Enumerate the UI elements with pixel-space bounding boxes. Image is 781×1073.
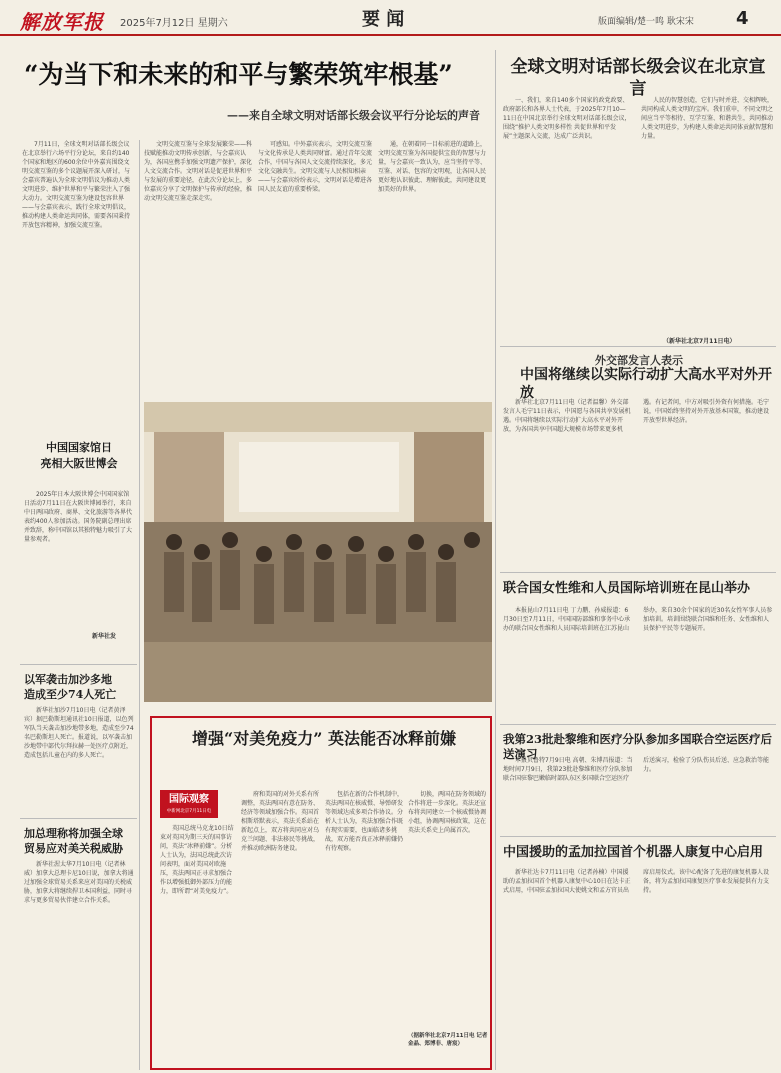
museum-headline: 中国国家馆日 亮相大阪世博会 <box>40 441 118 470</box>
diplomat-headline: 中国将继续以实际行动扩大高水平对外开放 <box>520 367 772 401</box>
trade-body: 新华社渥太华7月10日电（记者林威）加拿大总理卡尼10日说，加拿大将通过加强全球贸易关系来应对美国的关税威胁，加拿大将继续捍卫本国利益，同时寻求与更多贸易伙伴建立合作关系。 <box>24 861 134 904</box>
right-top-column-1: 一、我们，来自140多个国家的政党政要、政府部长和各界人士代表，于2025年7月10—11日在中国北京举行全球文明对话部长级会议，围绕“推护人类文明多样性 共促世界和平发展”主题深入交流，达成广泛共识。 <box>503 97 631 140</box>
feature-column-1: 英国总统马克龙10日结束对英国为期三天的国事访问，英法“冰释前嫌”。分析人士认为，法国总统此次访问表明，面对美国对欧施压，英法两国正寻求加强合作以增强抵御外部压力的能力，即所谓“对美免疫力”。 <box>160 825 234 895</box>
medical-body: 本报贝鲁特7月9日电 高朝、朱博昌报道：当地时间7月9日，我第23批赴黎维和医疗分队参加联合国驻黎巴嫩临时部队东区多国联合空运医疗后送演习，检验了分队伤员后送、应急救治等能力。 <box>503 757 770 782</box>
page-editors: 版面编辑/楚一鸣 耿宋宋 <box>598 17 694 27</box>
diplomat-kicker: 外交部发言人表示 <box>595 354 683 367</box>
feature-badge-sub: 中新网北京7月11日电 <box>166 809 212 814</box>
section-title: 要 闻 <box>362 9 405 30</box>
conference-body: 本报昆山7月11日电 丁力鹏、孙威报道：6月30日至7月11日，中国国防部维和事务中心承办的联合国女性维和人员国际培训班在江苏昆山举办，来自30余个国家的近30名女性军事人员参加培训。培训围绕联合国维和任务、女性维和人员保护平民等专题展开。 <box>503 607 773 632</box>
page-number: 4 <box>736 8 749 29</box>
lead-column-4: 通，在朝着同一目标前进的道路上，文明交流互鉴为各国提供宝贵的智慧与力量，与会嘉宾一致认为，应当坚持平等、互鉴、对话、包容的文明观，让各国人民更好地认识彼此、理解彼此，共同建设更加美好的世界。 <box>378 141 487 193</box>
feature-column-4: 切换，两国在防务领域的合作将进一步深化。英法还宣布将共同建立一个核威慑协调小组，协调两国核政策，这在英法关系史上尚属首次。 <box>408 791 486 834</box>
medical-headline: 我第23批赴黎维和医疗分队参加多国联合空运医疗后送演习 <box>503 732 773 761</box>
museum-body: 2025年日本大阪世博会中国国家馆日活动7月11日在大阪世博园举行，来自中日两国政府、商界、文化旅游等各界代表约400人参加活动。国务院副总理出席并致辞，称中国馆以其独特魅力吸引了大量参观者。 <box>24 491 133 543</box>
feature-column-2: 府和美国的对外关系有所调整，英法两国有意在防务、经济等领域加强合作。英国首相斯塔默表示，英法关系站在新起点上，双方将共同应对乌克兰问题、非法移民等挑战，并推动欧洲防务建设。 <box>241 791 319 852</box>
right-top-column-2: 人民的智慧创造，它们与时并进、交相辉映，共同构成人类文明的宝库。我们重申，不同文明之间应当平等相待、互学互鉴、和谐共生，共同推动人类文明进步，为构建人类命运共同体贡献智慧和力量。 <box>641 97 773 140</box>
lead-column-3: 可感知。中外嘉宾表示，文明交流互鉴与文化传承是人类共同财富。通过青年交流合作，中国与各国人文交流持续深化，多元文化交融共生。文明交流与人民相知相亲——与会嘉宾纷纷表示，文明对话是增进各国人民友谊的重要桥梁。 <box>258 141 372 193</box>
museum-dateline: 新华社发 <box>92 633 117 640</box>
page-header <box>0 0 781 36</box>
lead-headline: “为当下和未来的和平与繁荣筑牢根基” <box>24 60 453 89</box>
airstrike-body: 新华社加沙7月10日电（记者黄泽宾）据巴勒斯坦通讯社10日报道，以色列军队当天袭击加沙地带多地，造成至少74名巴勒斯坦人死亡。报道说，以军袭击加沙地带中部代尔拜拉赫一处医疗点附近，造成包括儿童在内的多人死亡。 <box>24 707 134 759</box>
robot-body: 新华社达卡7月11日电（记者孙楠）中国援助的孟加拉国首个机器人康复中心10日在达卡正式启用，中国驻孟加拉国大使姚文和孟方官员出席启用仪式。该中心配备了先进的康复机器人设备，将为孟加拉国康复医疗事业发展提供有力支持。 <box>503 869 770 894</box>
issue-date: 2025年7月12日 星期六 <box>120 18 228 29</box>
lead-column-2: 文明交流互鉴与全球发展繁荣——科技赋能推动文明传承创新，与会嘉宾认为，各国应携手加强文明遗产保护，深化人文交流合作。文明对话是促进世界和平与发展的重要途径，在此次分论坛上，多位嘉宾分享了文明保护与传承的经验，推动文明交流互鉴走深走实。 <box>144 141 253 202</box>
diplomat-body: 新华社北京7月11日电（记者温馨）外交部发言人毛宁11日表示，中国愿与各国共享发展机遇。中国将继续以实际行动扩大高水平对外开放，为各国共享中国超大规模市场带来更多机遇。有记者问，中方对吸引外资有何措施。毛宁说，中国始终坚持对外开放基本国策，推动建设开放型世界经济。 <box>503 399 770 433</box>
feature-badge <box>160 790 218 818</box>
airstrike-headline: 以军袭击加沙多地 造成至少74人死亡 <box>24 673 117 701</box>
feature-headline: 增强“对美免疫力” 英法能否冰释前嫌 <box>192 729 456 748</box>
newspaper-logo: 解放军报 <box>20 10 104 34</box>
lead-subtitle: ——来自全球文明对话部长级会议平行分论坛的声音 <box>227 109 480 122</box>
lead-photo <box>144 402 492 702</box>
right-top-dateline: （新华社北京7月11日电） <box>663 338 736 345</box>
conference-headline: 联合国女性维和人员国际培训班在昆山举办 <box>503 581 751 596</box>
feature-badge-label: 国际观察 <box>169 794 209 805</box>
feature-column-3: 包括在新的合作机制中，英法两国在核威慑、导弹研发等领域达成多项合作协议。分析人士认为，英法加强合作既有现实需要，也面临诸多挑战，双方能否真正冰释前嫌仍有待观察。 <box>325 791 403 852</box>
trade-headline: 加总理称将加强全球 贸易应对美关税威胁 <box>24 827 123 855</box>
lead-column-1: 7月11日，全球文明对话部长级会议在北京举行六场平行分论坛，来自约140个国家和地区的600余位中外嘉宾围绕文明交流互鉴的多个议题展开深入研讨，与会嘉宾普遍认为全球文明倡议为推动人类文明进步、维护世界和平与繁荣注入了强大动力。文明交流互鉴为建设包容世界——与会嘉宾表示，践行全球文明倡议，推动构建人类命运共同体，需要各国秉持开放包容精神，加强交流互鉴。 <box>22 141 131 229</box>
robot-headline: 中国援助的孟加拉国首个机器人康复中心启用 <box>503 845 764 860</box>
right-top-headline: 全球文明对话部长级会议在北京宣言 <box>510 57 766 99</box>
feature-dateline: （据新华社北京7月11日电 记者金晶、郑博非、唐宸） <box>408 1033 488 1047</box>
